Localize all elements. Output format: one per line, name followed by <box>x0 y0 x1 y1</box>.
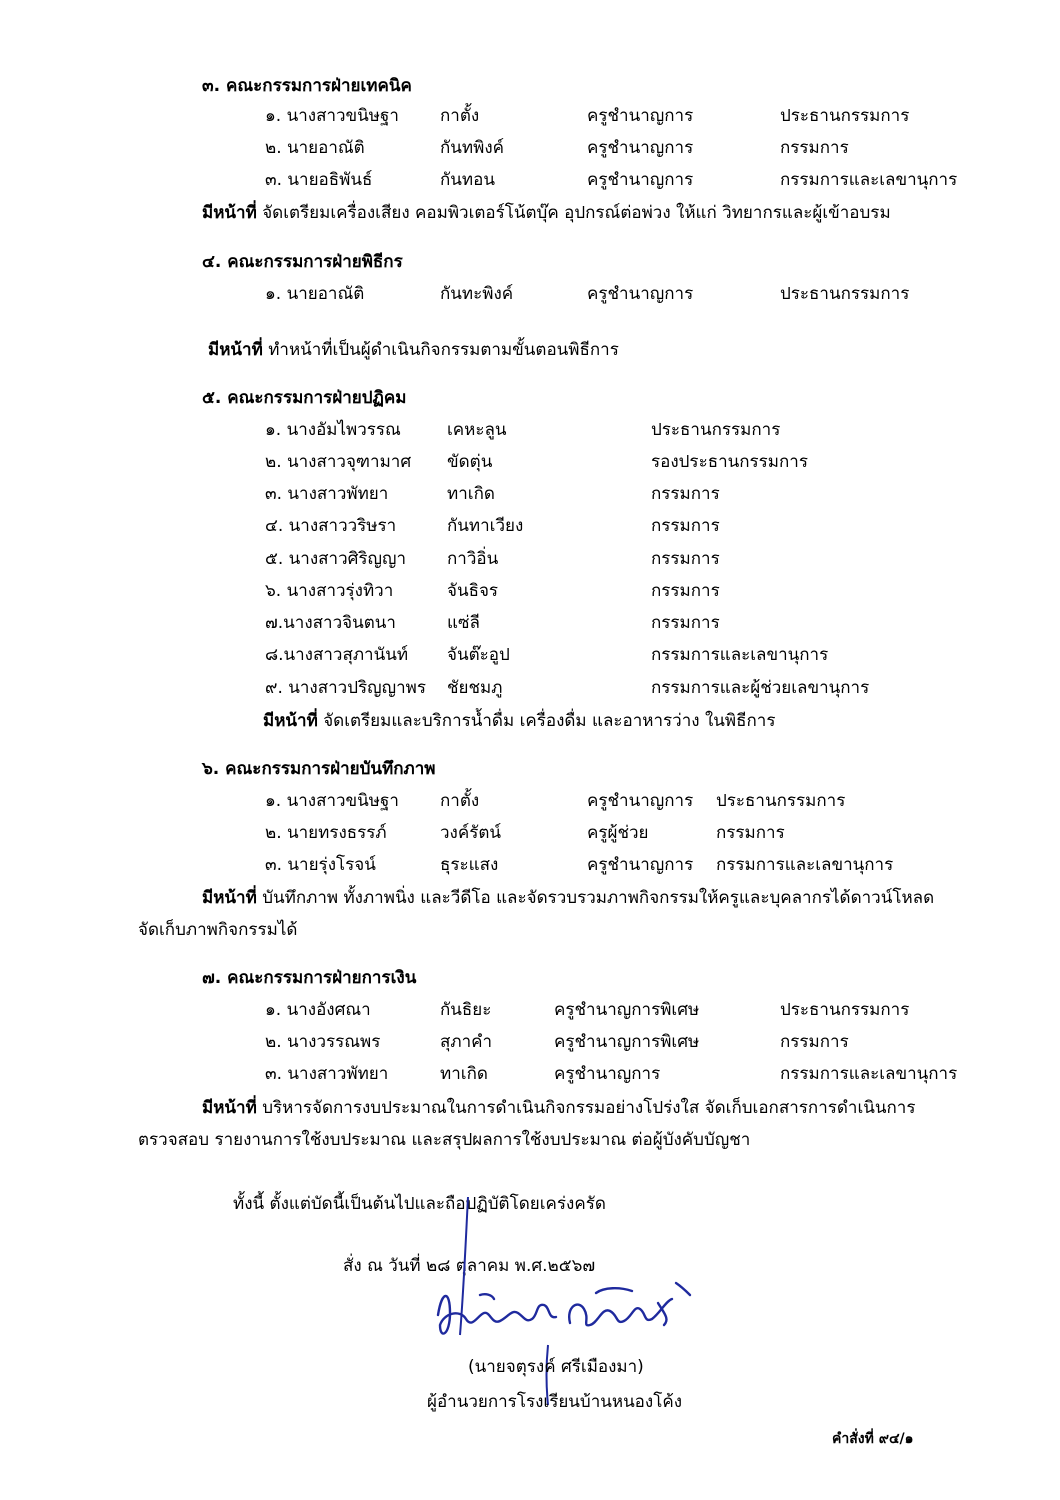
member-role: กรรมการ <box>651 484 720 504</box>
member-surname: จันต๊ะอูป <box>447 645 510 665</box>
member-name: ๔. นางสาววริษรา <box>265 516 397 536</box>
member-name: ๓. นายรุ่งโรจน์ <box>265 855 376 875</box>
section-5-title: ๕. คณะกรรมการฝ่ายปฏิคม <box>202 388 407 408</box>
member-rank: ครูชำนาญการ <box>587 138 694 158</box>
duty-label: มีหน้าที่ <box>202 888 257 908</box>
member-surname: เคหะลูน <box>447 420 507 440</box>
member-role: กรรมการและผู้ช่วยเลขานุการ <box>651 678 870 698</box>
member-role: กรรมการ <box>651 613 720 633</box>
member-surname: ทาเกิด <box>440 1064 488 1084</box>
order-reference: คำสั่งที่ ๙๔/๑ <box>832 1431 914 1447</box>
member-surname: กันทาเวียง <box>447 516 524 536</box>
member-name: ๒. นายอาณัติ <box>265 138 365 158</box>
member-role: ประธานกรรมการ <box>651 420 781 440</box>
section-5-member-1 <box>0 416 1060 442</box>
member-surname: วงค์รัตน์ <box>440 823 502 843</box>
member-surname: กันทะพิงค์ <box>440 284 514 304</box>
member-role: กรรมการและเลขานุการ <box>651 645 829 665</box>
duty-text: บริหารจัดการงบประมาณในการดำเนินกิจกรรมอย่างโปร่งใส จัดเก็บเอกสารการดำเนินการ <box>256 1098 916 1118</box>
member-role: ประธานกรรมการ <box>780 106 910 126</box>
member-name: ๒. นางวรรณพร <box>265 1032 381 1052</box>
member-rank: ครูชำนาญการพิเศษ <box>554 1032 700 1052</box>
member-role: ประธานกรรมการ <box>716 791 846 811</box>
section-6-duty-continued: จัดเก็บภาพกิจกรรมได้ <box>138 920 298 940</box>
member-rank: ครูชำนาญการ <box>587 855 694 875</box>
section-5-member-7 <box>0 609 1060 635</box>
member-surname: สุภาคำ <box>440 1032 493 1052</box>
section-5-member-9 <box>0 674 1060 700</box>
member-surname: กาวิอิ่น <box>447 549 499 569</box>
signer-name: (นายจตุรงค์ ศรีเมืองมา) <box>468 1357 644 1377</box>
member-role: กรรมการ <box>716 823 785 843</box>
duty-text: จัดเตรียมเครื่องเสียง คอมพิวเตอร์โน้ตบุ๊ค อุปกรณ์ต่อพ่วง ให้แก่ วิทยากรและผู้เข้าอบรม <box>256 203 891 223</box>
member-role: ประธานกรรมการ <box>780 284 910 304</box>
duty-label: มีหน้าที่ <box>263 711 318 731</box>
member-surname: ธุระแสง <box>440 855 499 875</box>
member-surname: ขัดตุ่น <box>447 452 493 472</box>
member-name: ๖. นางสาวรุ่งทิวา <box>265 581 394 601</box>
section-5-member-6 <box>0 577 1060 603</box>
member-name: ๓. นางสาวพัทยา <box>265 484 389 504</box>
duty-text: ทำหน้าที่เป็นผู้ดำเนินกิจกรรมตามขั้นตอนพิธีการ <box>262 340 619 360</box>
member-role: ประธานกรรมการ <box>780 1000 910 1020</box>
member-name: ๕. นางสาวศิริญญา <box>265 549 407 569</box>
section-6-title: ๖. คณะกรรมการฝ่ายบันทึกภาพ <box>202 759 436 779</box>
section-3-duty <box>202 199 891 226</box>
section-7-duty-continued: ตรวจสอบ รายงานการใช้งบประมาณ และสรุปผลการใช้งบประมาณ ต่อผู้บังคับบัญชา <box>138 1130 751 1150</box>
section-7-member-2 <box>0 1028 1060 1054</box>
duty-label: มีหน้าที่ <box>202 203 257 223</box>
member-name: ๓. นางสาวพัทยา <box>265 1064 389 1084</box>
section-6-duty <box>202 884 934 911</box>
section-3-title: ๓. คณะกรรมการฝ่ายเทคนิค <box>202 76 412 96</box>
member-name: ๘.นางสาวสุภานันท์ <box>265 645 409 665</box>
signer-position: ผู้อำนวยการโรงเรียนบ้านหนองโค้ง <box>427 1392 682 1412</box>
member-role: รองประธานกรรมการ <box>651 452 808 472</box>
member-surname: กันทพิงค์ <box>440 138 504 158</box>
section-5-member-2 <box>0 448 1060 474</box>
section-6-member-3 <box>0 851 1060 877</box>
section-3-member-2 <box>0 134 1060 160</box>
duty-label: มีหน้าที่ <box>208 340 263 360</box>
section-4-title: ๔. คณะกรรมการฝ่ายพิธีกร <box>202 252 403 272</box>
member-role: กรรมการและเลขานุการ <box>780 1064 958 1084</box>
member-role: กรรมการและเลขานุการ <box>780 170 958 190</box>
member-surname: ชัยชมภู <box>447 678 503 698</box>
section-5-member-3 <box>0 480 1060 506</box>
section-7-title: ๗. คณะกรรมการฝ่ายการเงิน <box>202 968 417 988</box>
member-rank: ครูชำนาญการพิเศษ <box>554 1000 700 1020</box>
member-name: ๑. นางสาวขนิษฐา <box>265 106 399 126</box>
closing-statement: ทั้งนี้ ตั้งแต่บัดนี้เป็นต้นไปและถือปฏิบัติโดยเคร่งครัด <box>233 1194 606 1214</box>
section-3-member-3 <box>0 166 1060 192</box>
member-rank: ครูชำนาญการ <box>587 284 694 304</box>
section-4-duty <box>208 336 619 363</box>
member-name: ๓. นายอธิพันธ์ <box>265 170 373 190</box>
order-date: สั่ง ณ วันที่ ๒๘ ตุลาคม พ.ศ.๒๕๖๗ <box>343 1256 596 1276</box>
member-name: ๑. นายอาณัติ <box>265 284 365 304</box>
section-7-member-3 <box>0 1060 1060 1086</box>
member-name: ๑. นางอัมไพวรรณ <box>265 420 401 440</box>
member-name: ๑. นางอังศณา <box>265 1000 371 1020</box>
member-role: กรรมการ <box>651 516 720 536</box>
section-4-member-1 <box>0 280 1060 306</box>
member-role: กรรมการ <box>651 549 720 569</box>
member-rank: ครูชำนาญการ <box>587 791 694 811</box>
member-rank: ครูชำนาญการ <box>587 106 694 126</box>
member-surname: แซ่ลี <box>447 613 480 633</box>
section-7-duty <box>202 1094 915 1121</box>
member-rank: ครูผู้ช่วย <box>587 823 649 843</box>
member-rank: ครูชำนาญการ <box>554 1064 661 1084</box>
section-5-member-4 <box>0 512 1060 538</box>
member-role: กรรมการและเลขานุการ <box>716 855 894 875</box>
member-surname: กันธิยะ <box>440 1000 492 1020</box>
member-surname: กันทอน <box>440 170 495 190</box>
duty-text: บันทึกภาพ ทั้งภาพนิ่ง และวีดีโอ และจัดรวบรวมภาพกิจกรรมให้ครูและบุคลากรได้ดาวน์โหลด <box>256 888 935 908</box>
section-5-member-8 <box>0 641 1060 667</box>
section-5-member-5 <box>0 545 1060 571</box>
member-role: กรรมการ <box>651 581 720 601</box>
member-rank: ครูชำนาญการ <box>587 170 694 190</box>
member-name: ๒. นายทรงธรรภ์ <box>265 823 387 843</box>
member-name: ๙. นางสาวปริญญาพร <box>265 678 426 698</box>
duty-text: จัดเตรียมและบริการน้ำดื่ม เครื่องดื่ม และอาหารว่าง ในพิธีการ <box>317 711 776 731</box>
section-5-duty <box>263 707 775 734</box>
member-name: ๑. นางสาวขนิษฐา <box>265 791 399 811</box>
member-name: ๒. นางสาวจุฑามาศ <box>265 452 412 472</box>
member-surname: กาตั้ง <box>440 106 480 126</box>
section-6-member-1 <box>0 787 1060 813</box>
duty-label: มีหน้าที่ <box>202 1098 257 1118</box>
section-3-member-1 <box>0 102 1060 128</box>
member-name: ๗.นางสาวจินตนา <box>265 613 396 633</box>
member-surname: จันธิจร <box>447 581 499 601</box>
member-surname: กาตั้ง <box>440 791 480 811</box>
section-6-member-2 <box>0 819 1060 845</box>
section-7-member-1 <box>0 996 1060 1022</box>
member-role: กรรมการ <box>780 1032 849 1052</box>
member-surname: ทาเกิด <box>447 484 495 504</box>
member-role: กรรมการ <box>780 138 849 158</box>
